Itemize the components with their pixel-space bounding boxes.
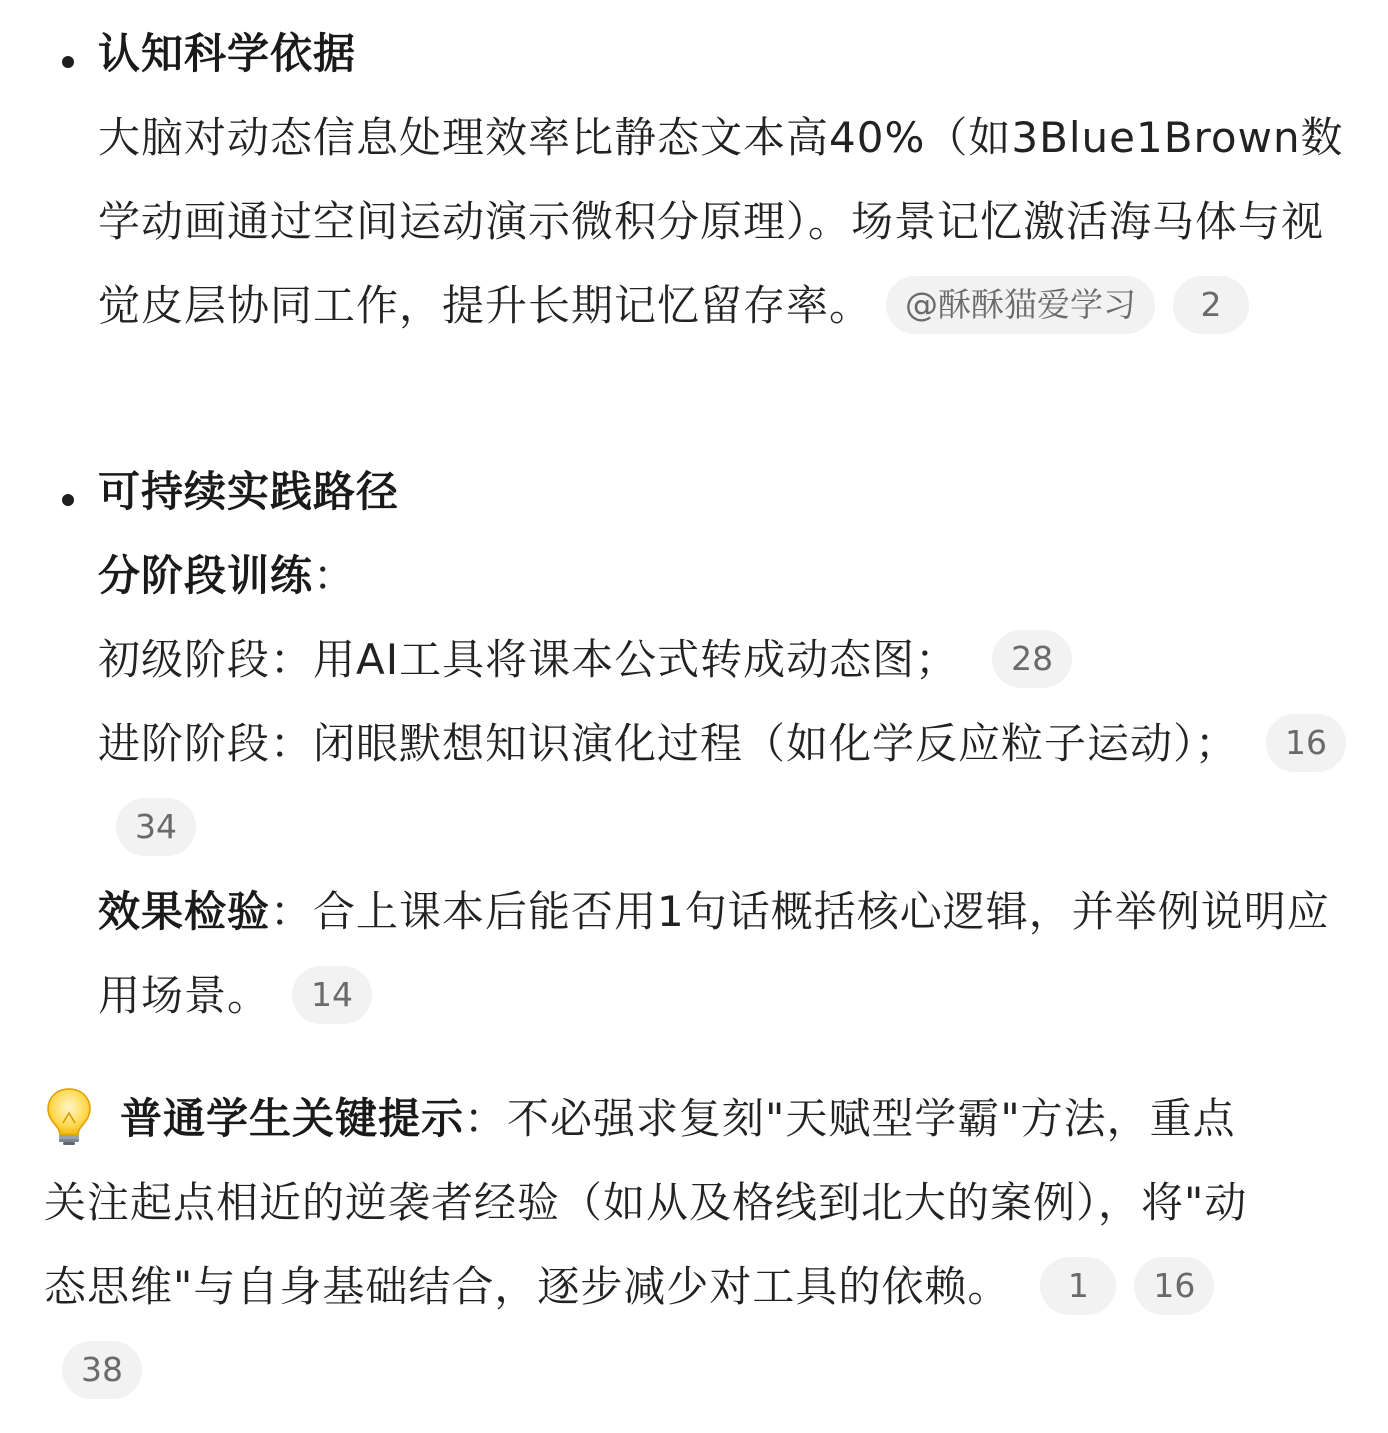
check-label: 效果检验 xyxy=(98,887,271,936)
effect-check xyxy=(98,870,1348,1038)
check-text: ：合上课本后能否用1句话概括核心逻辑，并举例说明应用场景。 xyxy=(98,887,1330,1020)
section-body xyxy=(98,96,1348,348)
tip-label: 普通学生关键提示 xyxy=(120,1094,465,1143)
tip-text: ：不必强求复刻"天赋型学霸"方法，重点关注起点相近的逆袭者经验（如从及格线到北大的案例），将"动态思维"与自身基础结合，逐步减少对工具的依赖。 xyxy=(44,1094,1248,1311)
body-text: 大脑对动态信息处理效率比静态文本高40%（如3Blue1Brown数学动画通过空间运动演示微积分原理）。场景记忆激活海马体与视觉皮层协同工作，提升长期记忆留存率。 xyxy=(98,113,1344,330)
citation-chip[interactable]: 16 xyxy=(1266,714,1346,772)
citation-chip[interactable]: 34 xyxy=(116,798,196,856)
training-colon: ： xyxy=(313,551,357,600)
section-heading: 认知科学依据 xyxy=(98,29,357,78)
stage-advanced xyxy=(98,702,1348,870)
bullet-dot xyxy=(62,56,74,68)
citation-source-chip[interactable]: @酥酥猫爱学习 xyxy=(886,276,1155,334)
citation-chip[interactable]: 28 xyxy=(992,630,1072,688)
lightbulb-icon xyxy=(44,1087,94,1145)
bullet-dot xyxy=(62,494,74,506)
citation-chip[interactable]: 1 xyxy=(1040,1257,1116,1315)
citation-chip[interactable]: 14 xyxy=(292,966,372,1024)
training-label-line xyxy=(98,534,1348,618)
stage-text: 进阶阶段：闭眼默想知识演化过程（如化学反应粒子运动）； xyxy=(98,719,1239,768)
citation-chip[interactable]: 2 xyxy=(1173,276,1249,334)
citation-chip[interactable]: 16 xyxy=(1134,1257,1214,1315)
stage-text: 初级阶段：用AI工具将课本公式转成动态图； xyxy=(98,635,959,684)
stage-beginner xyxy=(98,618,1348,702)
training-label: 分阶段训练 xyxy=(98,551,314,600)
section-heading: 可持续实践路径 xyxy=(98,467,400,516)
list-item-cognitive-science xyxy=(0,12,1388,348)
citation-chip[interactable]: 38 xyxy=(62,1341,142,1399)
list-item-practice-path xyxy=(0,450,1388,1038)
key-tip xyxy=(44,1077,1254,1413)
